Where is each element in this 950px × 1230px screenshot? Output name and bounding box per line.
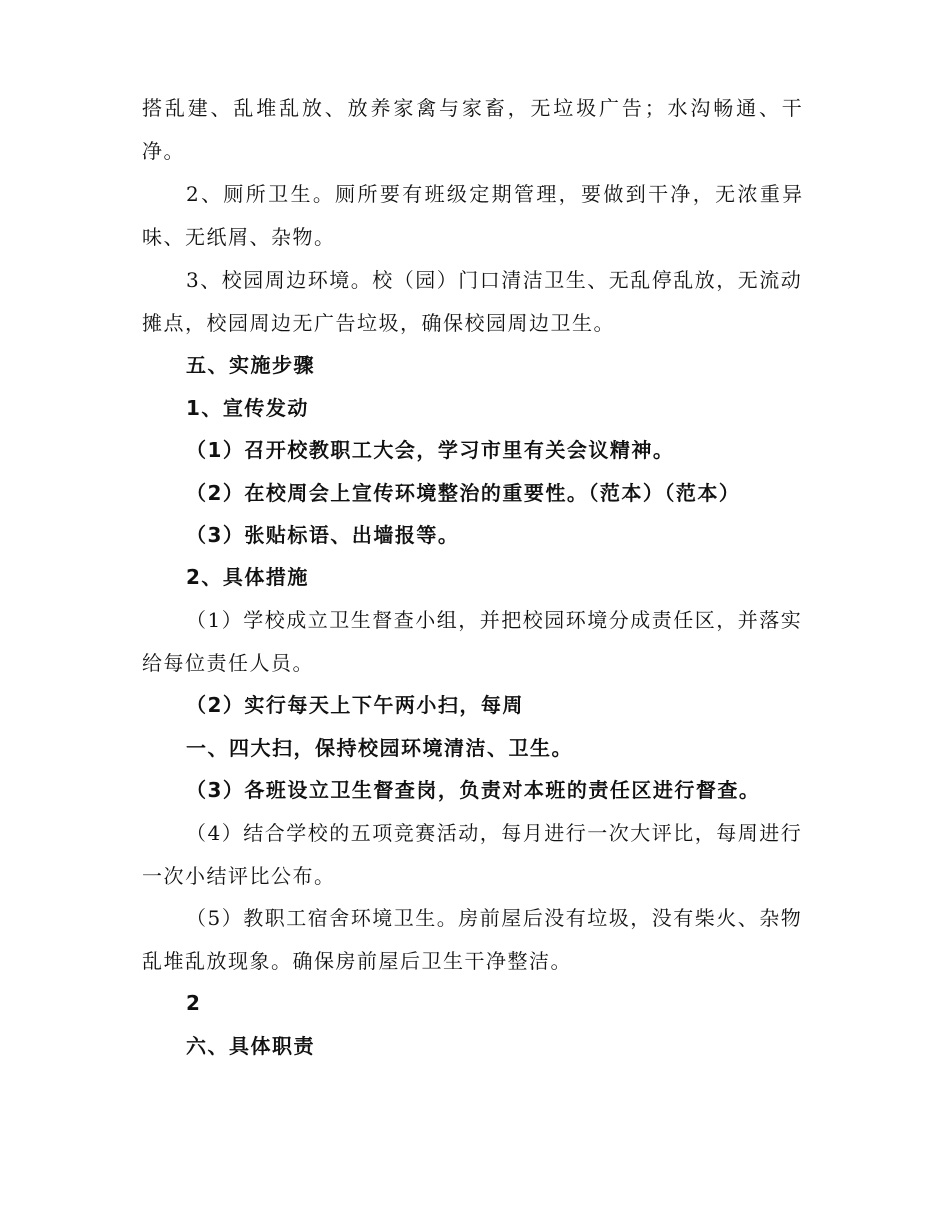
text-line: （1）召开校教职工大会，学习市里有关会议精神。 (186, 438, 675, 462)
text-line: （2）在校周会上宣传环境整治的重要性。（范本）（范本） (186, 481, 741, 505)
text-line: （5）教职工宿舍环境卫生。房前屋后没有垃圾，没有柴火、杂物 (186, 906, 803, 930)
text-line: 摊点，校园周边无广告垃圾，确保校园周边卫生。 (142, 311, 615, 335)
text-line: （4）结合学校的五项竞赛活动，每月进行一次大评比，每周进行 (186, 821, 803, 845)
text-line: 3、校园周边环境。校（园）门口清洁卫生、无乱停乱放，无流动 (186, 268, 803, 292)
text-line: （1）学校成立卫生督查小组，并把校园环境分成责任区，并落实 (186, 608, 803, 632)
text-line: 味、无纸屑、杂物。 (142, 225, 336, 249)
text-line: 给每位责任人员。 (142, 651, 314, 675)
text-line: 2、厕所卫生。厕所要有班级定期管理，要做到干净，无浓重异 (186, 182, 805, 206)
text-line: （3）张贴标语、出墙报等。 (186, 523, 460, 547)
text-line: 一次小结评比公布。 (142, 864, 336, 888)
subsection-heading: 2、具体措施 (186, 565, 309, 589)
page-number: 2 (186, 991, 202, 1015)
text-line: （2）实行每天上下午两小扫，每周 (186, 693, 524, 717)
text-line: （3）各班设立卫生督查岗，负责对本班的责任区进行督查。 (186, 778, 761, 802)
text-line: 一、四大扫，保持校园环境清洁、卫生。 (186, 736, 573, 760)
text-line: 搭乱建、乱堆乱放、放养家禽与家畜，无垃圾广告；水沟畅通、干 (142, 96, 805, 120)
section-heading: 五、实施步骤 (186, 353, 315, 377)
section-heading: 六、具体职责 (186, 1034, 315, 1058)
subsection-heading: 1、宣传发动 (186, 396, 309, 420)
text-line: 乱堆乱放现象。确保房前屋后卫生干净整洁。 (142, 949, 572, 973)
text-line: 净。 (142, 139, 185, 163)
